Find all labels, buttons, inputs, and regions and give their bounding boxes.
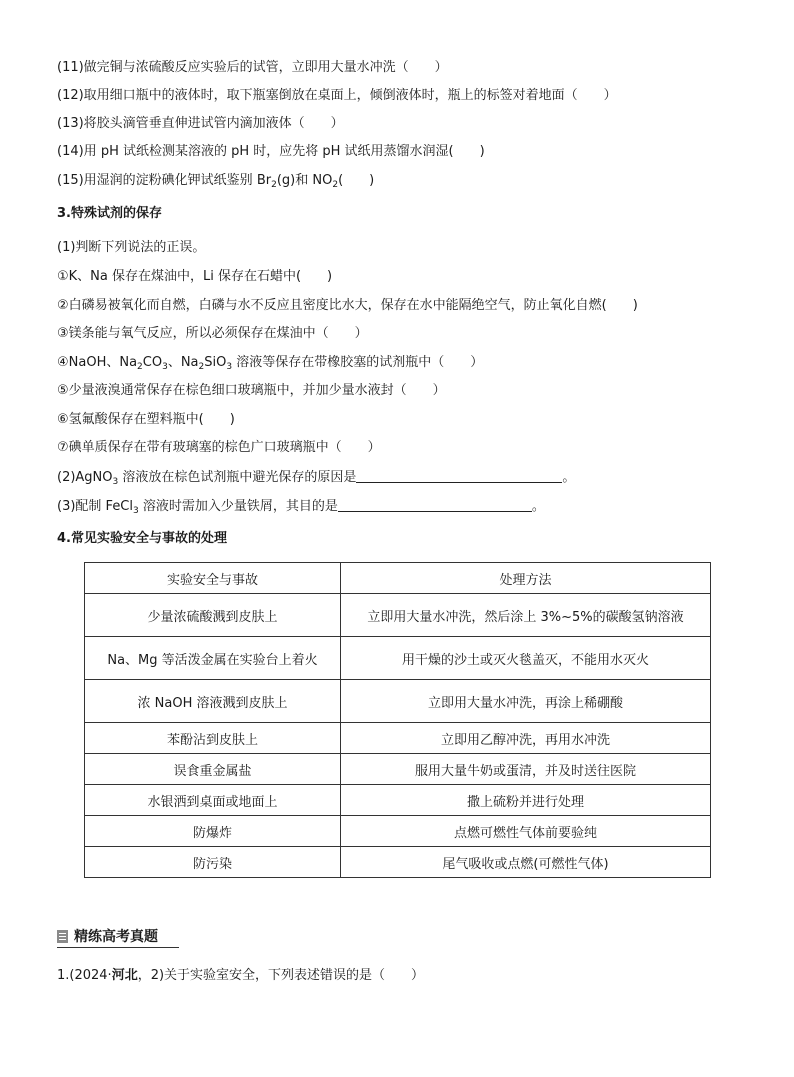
table-header: 实验安全与事故	[85, 563, 341, 594]
statement-1: ①K、Na 保存在煤油中，Li 保存在石蜡中( )	[57, 269, 333, 284]
table-row	[85, 785, 711, 816]
exam-section-title: 精练高考真题	[57, 928, 158, 946]
item-13: (13)将胶头滴管垂直伸进试管内滴加液体（ ）	[57, 116, 344, 131]
document-icon	[57, 930, 68, 943]
question-2: (2)AgNO$_3$ 溶液放在棕色试剂瓶中避光保存的原因是 。	[57, 470, 576, 487]
table-cell: 水银洒到桌面或地面上	[85, 785, 341, 816]
table-row	[85, 637, 711, 680]
statement-6: ⑥氢氟酸保存在塑料瓶中( )	[57, 412, 235, 427]
item-12: (12)取用细口瓶中的液体时，取下瓶塞倒放在桌面上，倾倒液体时，瓶上的标签对着地面（ ）	[57, 88, 617, 103]
statement-2: ②白磷易被氧化而自燃，白磷与水不反应且密度比水大，保存在水中能隔绝空气，防止氧化自燃( )	[57, 298, 638, 313]
table-row	[85, 680, 711, 723]
table-cell: Na、Mg 等活泼金属在实验台上着火	[85, 637, 341, 680]
table-cell: 点燃可燃性气体前要验纯	[341, 816, 711, 847]
table-header-row	[85, 563, 711, 594]
table-cell: 少量浓硫酸溅到皮肤上	[85, 594, 341, 637]
table-cell: 防污染	[85, 847, 341, 878]
section-3-intro: (1)判断下列说法的正误。	[57, 240, 206, 255]
question-3: (3)配制 FeCl$_3$ 溶液时需加入少量铁屑，其目的是 。	[57, 499, 545, 516]
table-cell: 立即用大量水冲洗，然后涂上 3%~5%的碳酸氢钠溶液	[341, 594, 711, 637]
table-cell: 用干燥的沙土或灭火毯盖灭，不能用水灭火	[341, 637, 711, 680]
table-cell: 防爆炸	[85, 816, 341, 847]
statement-4: ④NaOH、$Na_2CO_3$、$Na_2SiO_3$ 溶液等保存在带橡胶塞的试剂瓶中（ ）	[57, 355, 484, 372]
item-15: (15)用湿润的淀粉碘化钾试纸鉴别 $Br_2(g)$和 $NO_2$( )	[57, 173, 375, 190]
statement-3: ③镁条能与氧气反应，所以必须保存在煤油中（ ）	[57, 326, 368, 341]
table-row	[85, 723, 711, 754]
section-3-heading: 3.特殊试剂的保存	[57, 206, 162, 221]
table-row	[85, 754, 711, 785]
table-cell: 尾气吸收或点燃(可燃性气体)	[341, 847, 711, 878]
safety-table	[84, 562, 711, 878]
exam-question-1: 1.(2024·河北，2)关于实验室安全，下列表述错误的是（ ）	[57, 968, 425, 983]
table-cell: 立即用乙醇冲洗，再用水冲洗	[341, 723, 711, 754]
table-row	[85, 816, 711, 847]
statement-7: ⑦碘单质保存在带有玻璃塞的棕色广口玻璃瓶中（ ）	[57, 440, 381, 455]
item-11: (11)做完铜与浓硫酸反应实验后的试管，立即用大量水冲洗（ ）	[57, 60, 448, 75]
table-cell: 误食重金属盐	[85, 754, 341, 785]
answer-blank[interactable]	[356, 468, 562, 483]
section-4-heading: 4.常见实验安全与事故的处理	[57, 531, 227, 546]
table-cell: 立即用大量水冲洗，再涂上稀硼酸	[341, 680, 711, 723]
item-14: (14)用 pH 试纸检测某溶液的 pH 时，应先将 pH 试纸用蒸馏水润湿( )	[57, 144, 485, 159]
table-cell: 撒上硫粉并进行处理	[341, 785, 711, 816]
table-row	[85, 847, 711, 878]
table-row	[85, 594, 711, 637]
table-cell: 浓 NaOH 溶液溅到皮肤上	[85, 680, 341, 723]
table-cell: 服用大量牛奶或蛋清，并及时送往医院	[341, 754, 711, 785]
title-underline	[57, 947, 179, 948]
answer-blank[interactable]	[338, 497, 532, 512]
statement-5: ⑤少量液溴通常保存在棕色细口玻璃瓶中，并加少量水液封（ ）	[57, 383, 446, 398]
table-header: 处理方法	[341, 563, 711, 594]
table-cell: 苯酚沾到皮肤上	[85, 723, 341, 754]
